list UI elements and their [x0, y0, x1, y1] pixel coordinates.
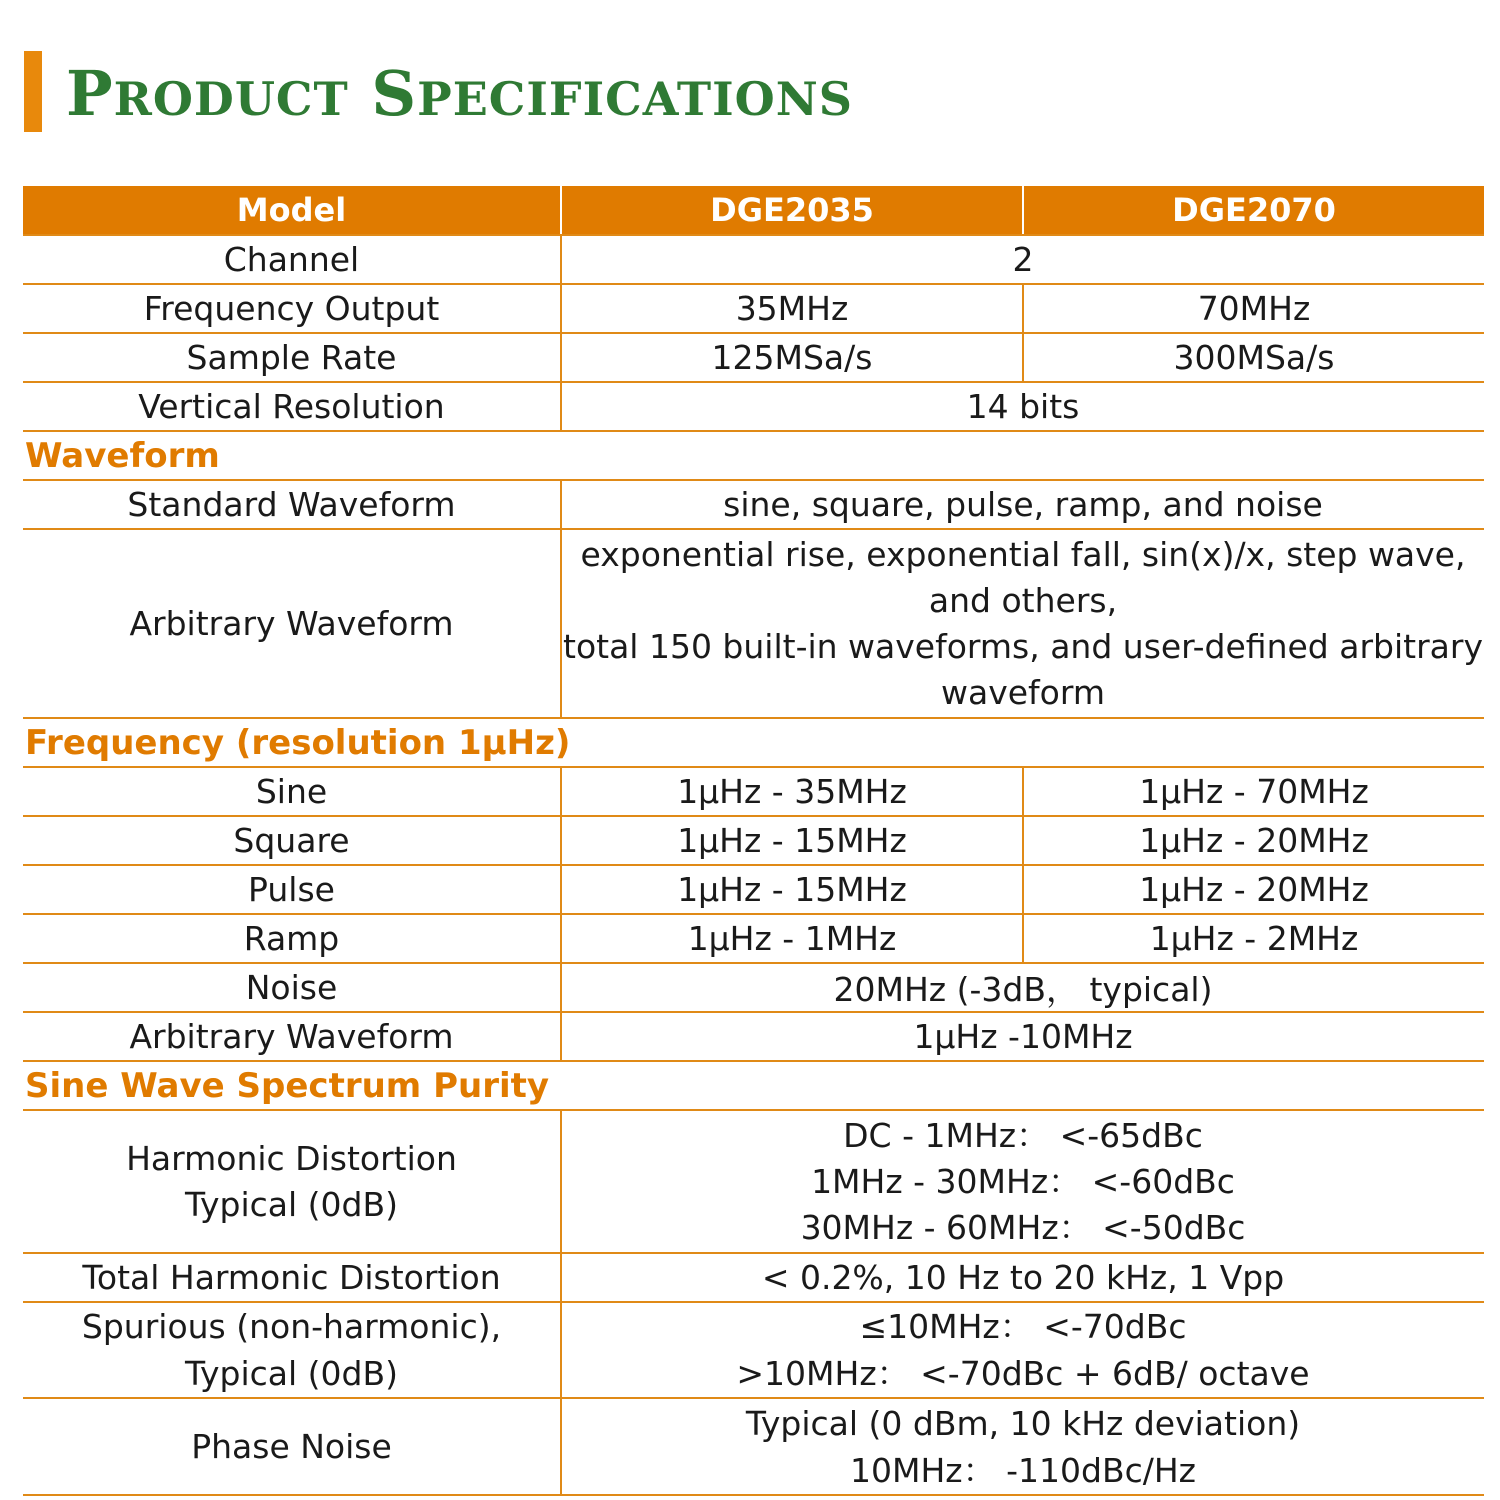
- table-row: [23, 1012, 1484, 1061]
- row-value-model-1: 1μHz - 35MHz: [561, 767, 1023, 816]
- section-heading-frequency: [23, 718, 1484, 767]
- row-label: [23, 1110, 561, 1253]
- text-line: 1MHz - 30MHz： <-60dBc: [811, 1161, 1235, 1201]
- table-row: [23, 480, 1484, 529]
- row-value-model-2: 1μHz - 20MHz: [1023, 816, 1484, 865]
- page-title: PRODUCT SPECIFICATIONS: [66, 57, 853, 130]
- text-line: >10MHz： <-70dBc + 6dB/ octave: [736, 1354, 1310, 1393]
- row-value: [561, 1398, 1484, 1495]
- row-value-model-2: 1μHz - 70MHz: [1023, 767, 1484, 816]
- table-row: [23, 1302, 1484, 1398]
- section-heading-waveform: [23, 431, 1484, 480]
- row-value: [561, 1302, 1484, 1398]
- row-label: Phase Noise: [23, 1398, 561, 1495]
- text-line: exponential rise, exponential fall, sin(x)/x, step wave,: [580, 534, 1466, 574]
- row-label: Sample Rate: [23, 333, 561, 382]
- row-value-model-2: 300MSa/s: [1023, 333, 1484, 382]
- table-row: [23, 235, 1484, 284]
- header-model-2: DGE2070: [1023, 186, 1484, 235]
- table-row: [23, 529, 1484, 718]
- row-label: Total Harmonic Distortion: [23, 1253, 561, 1302]
- text-line: total 150 built-in waveforms, and user-defined arbitrary: [563, 626, 1483, 666]
- row-value: 2: [561, 235, 1484, 284]
- row-label: Channel: [23, 235, 561, 284]
- row-value-model-1: 125MSa/s: [561, 333, 1023, 382]
- row-value-model-2: 1μHz - 20MHz: [1023, 865, 1484, 914]
- header-model-1: DGE2035: [561, 186, 1023, 235]
- spec-table: [23, 186, 1484, 1496]
- table-row: [23, 333, 1484, 382]
- table-row: [23, 865, 1484, 914]
- row-label: Ramp: [23, 914, 561, 963]
- label-line: Typical (0dB): [184, 1184, 399, 1224]
- row-value-model-1: 1μHz - 15MHz: [561, 865, 1023, 914]
- row-value-model-2: 1μHz - 2MHz: [1023, 914, 1484, 963]
- row-value: [561, 529, 1484, 718]
- table-row: [23, 1110, 1484, 1253]
- text-line: waveform: [941, 672, 1105, 712]
- section-heading-purity: [23, 1061, 1484, 1110]
- label-line: Typical (0dB): [184, 1354, 399, 1393]
- table-row: [23, 816, 1484, 865]
- text-line: DC - 1MHz： <-65dBc: [843, 1115, 1203, 1155]
- row-label: Square: [23, 816, 561, 865]
- section-heading: Frequency (resolution 1μHz): [23, 718, 1484, 767]
- row-label: Frequency Output: [23, 284, 561, 333]
- section-heading: Sine Wave Spectrum Purity: [23, 1061, 1484, 1110]
- row-value-model-2: 70MHz: [1023, 284, 1484, 333]
- text-line: 10MHz： -110dBc/Hz: [850, 1450, 1196, 1490]
- row-value: [561, 1110, 1484, 1253]
- table-row: [23, 284, 1484, 333]
- row-value: sine, square, pulse, ramp, and noise: [561, 480, 1484, 529]
- table-row: [23, 767, 1484, 816]
- row-label: [23, 1302, 561, 1398]
- section-heading: Waveform: [23, 431, 1484, 480]
- table-row: [23, 963, 1484, 1012]
- label-line: Spurious (non-harmonic),: [81, 1307, 502, 1346]
- row-label: Sine: [23, 767, 561, 816]
- row-label: Pulse: [23, 865, 561, 914]
- table-row: [23, 914, 1484, 963]
- table-row: [23, 1253, 1484, 1302]
- text-line: and others,: [928, 580, 1118, 620]
- text-line: ≤10MHz： <-70dBc: [859, 1307, 1187, 1346]
- header-model: Model: [23, 186, 561, 235]
- row-value-model-1: 35MHz: [561, 284, 1023, 333]
- text-line: Typical (0 dBm, 10 kHz deviation): [745, 1403, 1301, 1443]
- row-label: Noise: [23, 963, 561, 1012]
- row-label: Arbitrary Waveform: [23, 529, 561, 718]
- row-value: 14 bits: [561, 382, 1484, 431]
- row-value: 20MHz (-3dB， typical): [561, 963, 1484, 1012]
- table-row: [23, 1398, 1484, 1495]
- row-label: Arbitrary Waveform: [23, 1012, 561, 1061]
- row-value-model-1: 1μHz - 1MHz: [561, 914, 1023, 963]
- title-accent-bar: [24, 51, 42, 132]
- row-value: < 0.2%, 10 Hz to 20 kHz, 1 Vpp: [561, 1253, 1484, 1302]
- row-label: Standard Waveform: [23, 480, 561, 529]
- table-header-row: [23, 186, 1484, 235]
- label-line: Harmonic Distortion: [126, 1138, 457, 1178]
- table-row: [23, 382, 1484, 431]
- row-value-model-1: 1μHz - 15MHz: [561, 816, 1023, 865]
- text-line: 30MHz - 60MHz： <-50dBc: [800, 1207, 1246, 1247]
- row-value: 1μHz -10MHz: [561, 1012, 1484, 1061]
- row-label: Vertical Resolution: [23, 382, 561, 431]
